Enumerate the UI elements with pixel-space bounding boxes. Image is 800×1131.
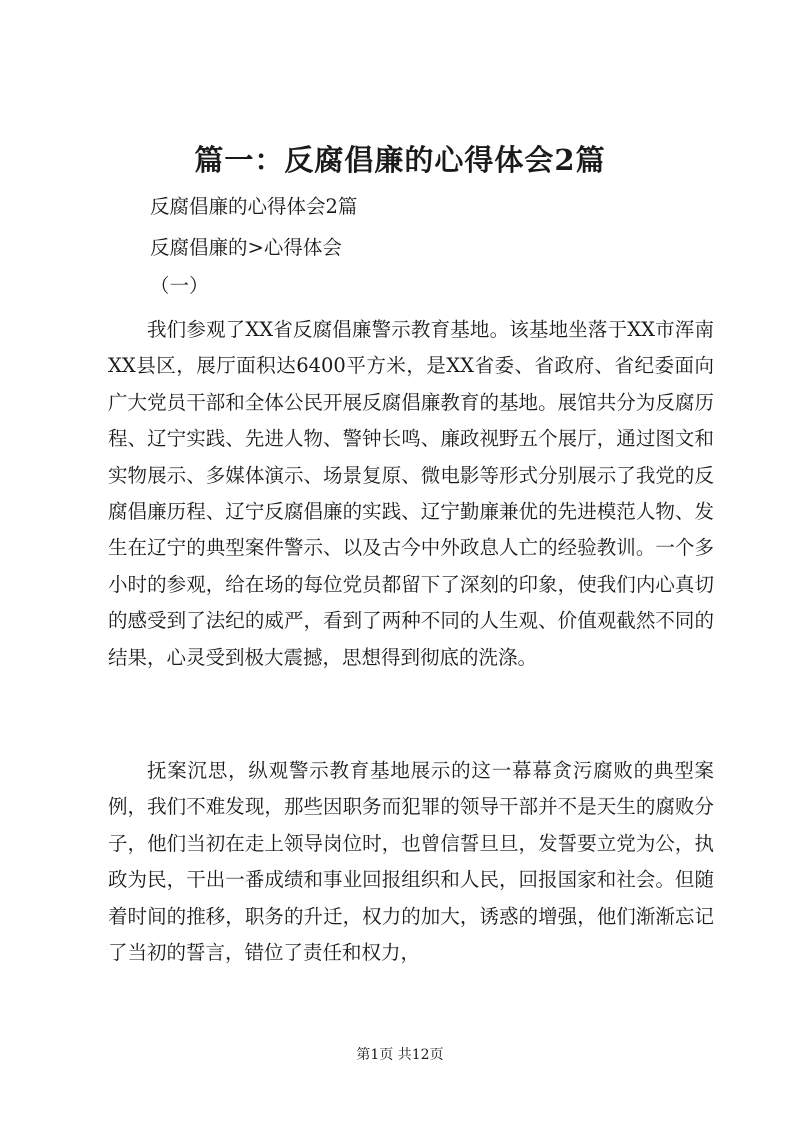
document-subtitle: 反腐倡廉的心得体会2篇 — [150, 195, 358, 218]
section-marker: （一） — [150, 274, 209, 297]
body-paragraph: 我们参观了XX省反腐倡廉警示教育基地。该基地坐落于XX市浑南XX县区，展厅面积达6400平方米，是XX省委、省政府、省纪委面向广大党员干部和全体公民开展反腐倡廉教育的基地。展馆共分为反腐历程、辽宁实践、先进人物、警钟长鸣、廉政视野五个展厅，通过图文和实物展示、多媒体演示、场景复原、微电影等形式分别展示了我党的反腐倡廉历程、辽宁反腐倡廉的实践、辽宁勤廉兼优的先进模范人物、发生在辽宁的典型案件警示、以及古今中外政息人亡的经验教训。一个多小时的参观，给在场的每位党员都留下了深刻的印象，使我们内心真切的感受到了法纪的威严，看到了两种不同的人生观、价值观截然不同的结果，心灵受到极大震撼，思想得到彻底的洗涤。 — [108, 318, 714, 669]
page-footer: 第1页 共12页 — [356, 1047, 444, 1063]
document-title: 篇一：反腐倡廉的心得体会2篇 — [194, 143, 606, 177]
section-heading: 反腐倡廉的>心得体会 — [150, 236, 342, 259]
body-paragraph: 抚案沉思，纵观警示教育基地展示的这一幕幕贪污腐败的典型案例，我们不难发现，那些因职务而犯罪的领导干部并不是天生的腐败分子，他们当初在走上领导岗位时，也曾信誓旦旦，发誓要立党为公，执政为民，干出一番成绩和事业回报组织和人民，回报国家和社会。但随着时间的推移，职务的升迁，权力的加大，诱惑的增强，他们渐渐忘记了当初的誓言，错位了责任和权力， — [108, 759, 714, 965]
